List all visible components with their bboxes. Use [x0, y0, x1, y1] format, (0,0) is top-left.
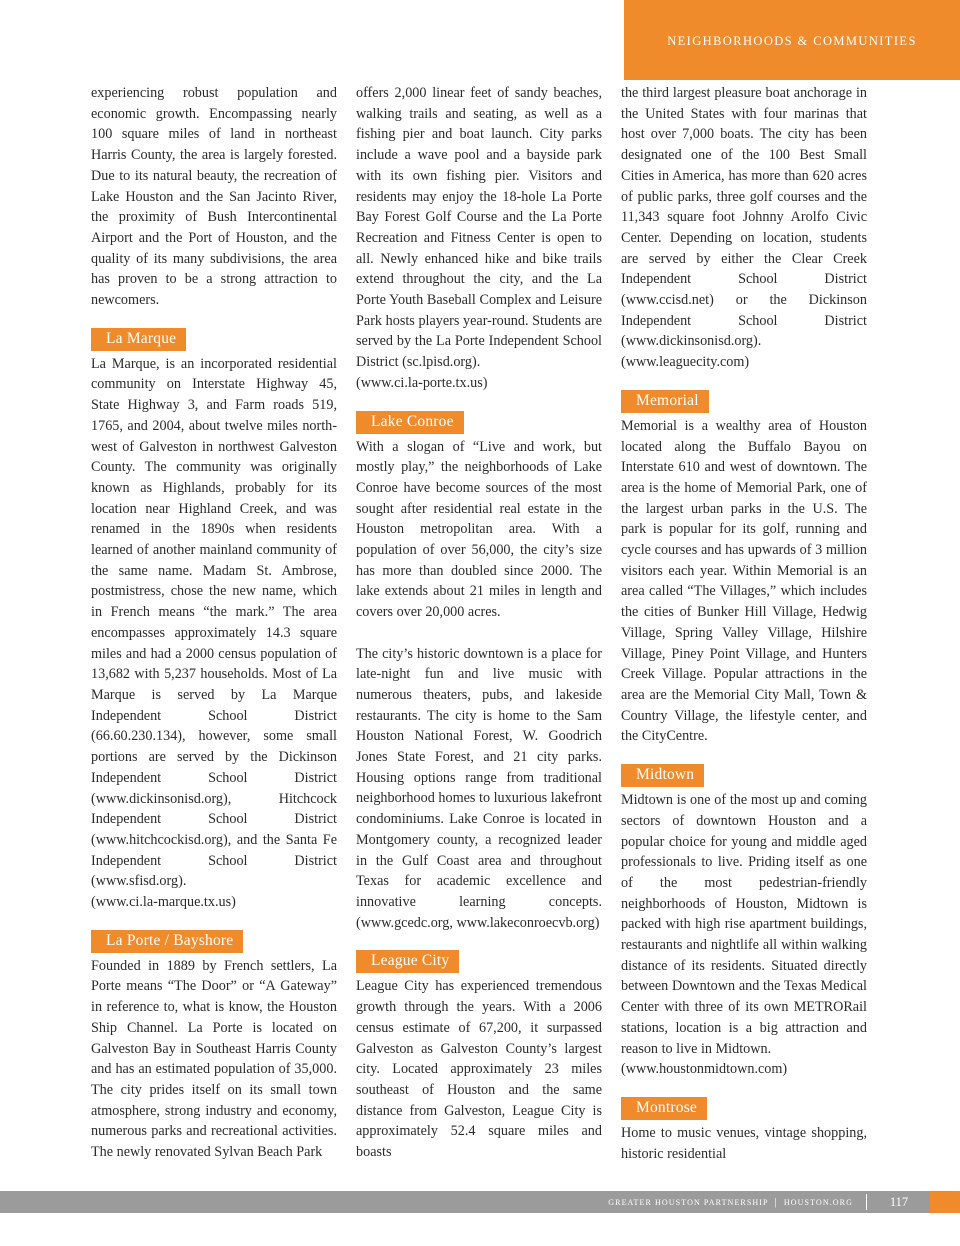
text-column-3 [621, 83, 867, 1164]
footer-site: HOUSTON.ORG [783, 1197, 853, 1207]
section-heading-midtown: Midtown [621, 764, 704, 787]
paragraph: Memorial is a wealthy area of Houston located along the Buffalo Bayou on Interstate 610 and west of downtown. The area is the home of Memorial Park, one of the largest urban parks in the U.S. The park is popular for its golf, running and cycle courses and has upwards of 3 million visitors each year. Within Memorial is an area called “The Villages,” which includes the cities of Bunker Hill Village, Hedwig Village, Spring Valley Village, Hilshire Village, Piney Point Village, and Hunters Creek Village. Popular attractions in the area are the Memorial City Mall, Town & Country Village, the lifestyle center, and the CityCentre. [621, 417, 867, 745]
website-reference: (www.leaguecity.com) [621, 354, 750, 371]
paragraph: Founded in 1889 by French settlers, La Porte means “The Door” or “A Gateway” in reference to, what is know, the Houston Ship Channel. La Porte is located on Galveston Bay in Southeast Harris County and has an estimated population of 35,000. The city prides itself on its small town atmosphere, strong industry and economy, numerous parks and recreational activities. The newly renovated Sylvan Beach Park [91, 957, 337, 1161]
paragraph: League City has experienced tremendous growth through the years. With a 2006 census estimate of 67,200, it surpassed Galveston as Galveston County’s largest city. Located approximately 23 miles southeast of Houston and the same distance from Galveston, League City is approximately 52.4 square miles and boasts [356, 978, 602, 1161]
footer-org: GREATER HOUSTON PARTNERSHIP [608, 1197, 769, 1207]
footer-credits [608, 1191, 853, 1213]
page-number: 117 [889, 1194, 909, 1209]
footer-accent-block [930, 1191, 960, 1213]
section-heading-memorial: Memorial [621, 390, 709, 413]
section-heading-lake-conroe: Lake Conroe [356, 411, 464, 434]
text-column-2 [356, 83, 602, 1163]
website-reference: (www.houstonmidtown.com) [621, 1061, 788, 1078]
website-reference: (www.ci.la-marque.tx.us) [91, 894, 236, 911]
paragraph: La Marque, is an incorporated residential community on Interstate Highway 45, State Highway 3, and Farm roads 519, 1765, and 2004, about twelve miles north-west of Galveston in northwest Galveston County. The community was originally known as Highlands, probably for its location near Highland Creek, and was renamed in the 1890s when residents learned of another mainland community of the same name. Madam St. Ambrose, postmistress, chose the new name, which in French means “the mark.” The area encompasses approximately 14.3 square miles and had a 2000 census population of 13,682 with 5,237 households. Most of La Marque is served by La Marque Independent School District (66.60.230.134), however, some small portions are served by the Dickinson Independent School District (www.dickinsonisd.org), Hitchcock Independent School District (www.hitchcockisd.org), and the Santa Fe Independent School District (www.sfisd.org). [91, 355, 337, 890]
paragraph: Home to music venues, vintage shopping, historic residential [621, 1124, 867, 1162]
paragraph: experiencing robust population and economic growth. Encompassing nearly 100 square miles of land in northeast Harris County, the area is largely forested. Due to its natural beauty, the recreation of Lake Houston and the San Jacinto River, the proximity of Bush Intercontinental Airport and the Port of Houston, and the quality of its many subdivisions, the area has proven to be a strong attraction to newcomers. [91, 85, 337, 309]
footer-divider [866, 1194, 867, 1210]
footer-bar [0, 1191, 960, 1213]
section-title: NEIGHBORHOODS & COMMUNITIES [667, 33, 917, 48]
section-heading-la-marque: La Marque [91, 328, 186, 351]
footer-separator: | [774, 1196, 778, 1208]
section-heading-league-city: League City [356, 950, 459, 973]
section-header-banner [624, 0, 960, 80]
paragraph: With a slogan of “Live and work, but mostly play,” the neighborhoods of Lake Conroe have become sources of the most sought after residential real estate in the Houston metropolitan area. With a population of over 56,000, the city’s size has more than doubled since 2000. The lake extends about 21 miles in length and covers over 20,000 acres. [356, 438, 602, 621]
section-heading-montrose: Montrose [621, 1097, 707, 1120]
paragraph: Midtown is one of the most up and coming sectors of downtown Houston and a popular choice for young and middle aged professionals to live. Priding itself as one of the most pedestrian-friendly neighborhoods of Houston, Midtown is packed with high rise apartment buildings, restaurants and nightlife all within walking distance of its residents. Situated directly between Downtown and the Texas Medical Center with three of its own METRORail stations, location is a big attraction and reason to live in Midtown. [621, 792, 867, 1057]
text-column-1 [91, 83, 337, 1163]
paragraph: the third largest pleasure boat anchorage in the United States with four marinas that host over 7,000 boats. The city has been designated one of the 100 Best Small Cities in America, has more than 620 acres of public parks, three golf courses and the 11,343 square foot Johnny Arolfo Civic Center. Depending on location, students are served by either the Clear Creek Independent School District (www.ccisd.net) or the Dickinson Independent School District (www.dickinsonisd.org). [621, 85, 867, 350]
website-reference: (www.ci.la-porte.tx.us) [356, 374, 488, 391]
section-heading-la-porte: La Porte / Bayshore [91, 930, 243, 953]
paragraph: offers 2,000 linear feet of sandy beaches, walking trails and seating, as well as a fishing pier and boat launch. City parks include a wave pool and a bayside park with its own fishing pier. Visitors and residents may enjoy the 18-hole La Porte Bay Forest Golf Course and the La Porte Recreation and Fitness Center is open to all. Newly enhanced hike and bike trails extend throughout the city, and the La Porte Youth Baseball Complex and Leisure Park hosts players year-round. Students are served by the La Porte Independent School District (sc.lpisd.org). [356, 85, 602, 371]
paragraph: The city’s historic downtown is a place for late-night fun and live music with numerous theaters, pubs, and lakeside restaurants. The city is home to the Sam Houston National Forest, W. Goodrich Jones State Forest, and 21 city parks. Housing options range from traditional neighborhood homes to luxurious lakefront condominiums. Lake Conroe is located in Montgomery county, a recognized leader in the Gulf Coast area and throughout Texas for academic excellence and innovative learning concepts. (www.gcedc.org, www.lakeconroecvb.org) [356, 645, 602, 931]
